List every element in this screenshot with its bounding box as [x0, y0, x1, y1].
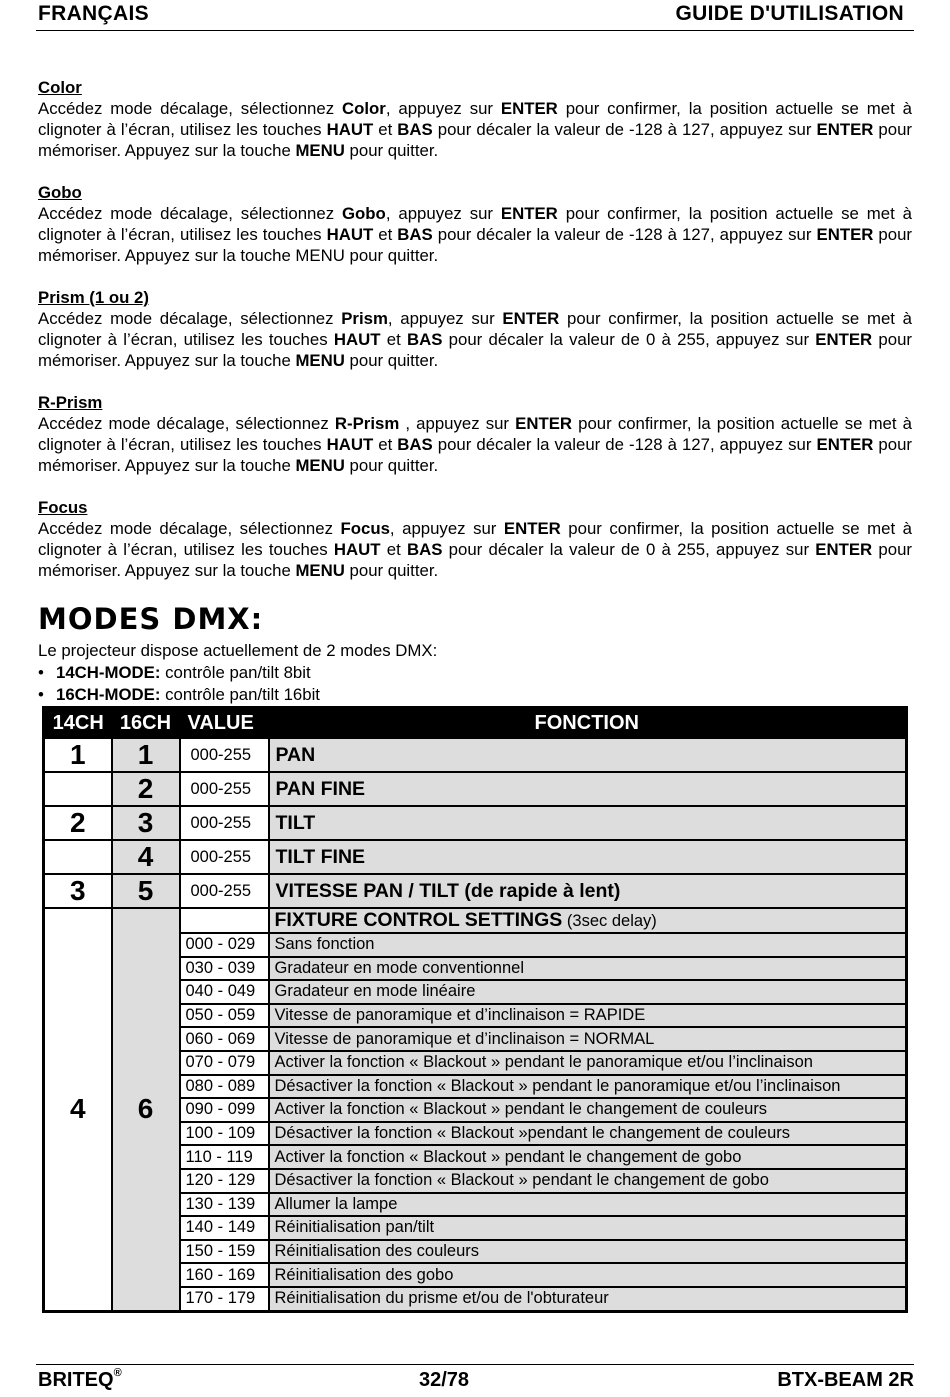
bold-term: HAUT	[326, 225, 374, 244]
text-run: pour quitter.	[344, 561, 439, 580]
bold-term: ENTER	[816, 120, 874, 139]
text-run: pour quitter.	[344, 141, 439, 160]
section-title: R-Prism	[38, 393, 103, 412]
cell-14ch	[44, 772, 112, 806]
text-run: , appuyez sur	[389, 519, 504, 538]
text-run: pour confirmer, la position actuelle se met à clignoter à l’écran, utilisez les touches	[38, 309, 912, 349]
cell-value	[180, 908, 269, 933]
offset-section	[38, 77, 912, 161]
bold-term: ENTER	[815, 330, 873, 349]
bold-term: ENTER	[816, 435, 874, 454]
text-run: pour mémoriser. Appuyez sur la touche MENU pour quitter.	[38, 225, 913, 265]
bold-term: Focus	[340, 519, 390, 538]
cell-value: 120 - 129	[180, 1169, 269, 1193]
page-header	[36, 0, 914, 31]
section-paragraph	[38, 308, 912, 371]
text-run: et	[373, 435, 398, 454]
mode-desc: contrôle pan/tilt 16bit	[160, 685, 320, 704]
offset-section	[38, 287, 912, 371]
bold-term: BAS	[397, 225, 433, 244]
text-run: pour quitter.	[344, 456, 439, 475]
text-run: pour quitter.	[344, 351, 439, 370]
cell-fonction: Réinitialisation des gobo	[269, 1263, 907, 1287]
text-run: pour décaler la valeur de -128 à 127, appuyez sur	[432, 120, 817, 139]
bold-term: Prism	[341, 309, 388, 328]
bold-term: BAS	[406, 330, 443, 349]
text-run: pour confirmer, la position actuelle se met à clignoter à l’écran, utilisez les touches	[38, 519, 912, 559]
cell-fonction	[269, 908, 907, 933]
modes-dmx-title: MODES DMX:	[38, 602, 264, 636]
table-row-settings-title	[44, 908, 907, 933]
offset-section	[38, 497, 912, 581]
cell-14ch: 2	[44, 806, 112, 840]
cell-value: 040 - 049	[180, 980, 269, 1004]
section-title: Color	[38, 78, 82, 97]
text-run: pour confirmer, la position actuelle se met à clignoter à l’écran, utilisez les touches	[38, 99, 912, 139]
table-header-row	[44, 708, 907, 739]
bold-term: Color	[341, 99, 386, 118]
cell-value: 150 - 159	[180, 1240, 269, 1264]
cell-value: 090 - 099	[180, 1098, 269, 1122]
settings-title: FIXTURE CONTROL SETTINGS	[274, 909, 563, 931]
bullet-icon: •	[38, 685, 44, 704]
bold-term: MENU	[295, 456, 345, 475]
mode-item-14ch	[38, 662, 912, 684]
cell-value: 000-255	[180, 874, 269, 908]
footer-page-number: 32/78	[419, 1369, 470, 1391]
footer-model: BTX-BEAM 2R	[777, 1369, 914, 1391]
bold-term: ENTER	[515, 414, 573, 433]
cell-value: 160 - 169	[180, 1263, 269, 1287]
bold-term: MENU	[295, 141, 345, 160]
text-run: et	[373, 120, 398, 139]
mode-desc: contrôle pan/tilt 8bit	[160, 663, 311, 682]
mode-label: 16CH-MODE:	[56, 685, 161, 704]
cell-value: 140 - 149	[180, 1216, 269, 1240]
cell-fonction: Gradateur en mode linéaire	[269, 980, 907, 1004]
cell-fonction: Réinitialisation des couleurs	[269, 1240, 907, 1264]
registered-mark: ®	[113, 1367, 122, 1379]
modes-intro: Le projecteur dispose actuellement de 2 modes DMX:	[38, 641, 438, 660]
cell-value: 030 - 039	[180, 957, 269, 981]
cell-value: 130 - 139	[180, 1193, 269, 1217]
settings-subtitle: (3sec delay)	[562, 912, 657, 930]
section-title: Gobo	[38, 183, 82, 202]
cell-fonction: Activer la fonction « Blackout » pendant le changement de gobo	[269, 1145, 907, 1169]
bold-term: ENTER	[503, 519, 561, 538]
modes-list	[38, 662, 912, 706]
text-run: Accédez mode décalage, sélectionnez	[38, 204, 342, 223]
cell-value: 060 - 069	[180, 1027, 269, 1051]
cell-fonction: Désactiver la fonction « Blackout » pendant le panoramique et/ou l’inclinaison	[269, 1075, 907, 1099]
cell-fonction: Activer la fonction « Blackout » pendant le panoramique et/ou l’inclinaison	[269, 1051, 907, 1075]
cell-value: 080 - 089	[180, 1075, 269, 1099]
page-footer	[36, 1364, 914, 1395]
section-paragraph	[38, 413, 912, 476]
mode-item-16ch	[38, 684, 912, 706]
mode-label: 14CH-MODE:	[56, 663, 161, 682]
section-paragraph	[38, 203, 912, 266]
cell-fonction: Vitesse de panoramique et d’inclinaison = RAPIDE	[269, 1004, 907, 1028]
cell-fonction: Réinitialisation pan/tilt	[269, 1216, 907, 1240]
bold-term: ENTER	[500, 99, 558, 118]
header-guide-title: GUIDE D'UTILISATION	[675, 2, 904, 25]
cell-fonction: Gradateur en mode conventionnel	[269, 957, 907, 981]
text-run: Accédez mode décalage, sélectionnez	[38, 519, 341, 538]
brand-name: BRITEQ	[38, 1369, 114, 1391]
cell-fonction: Désactiver la fonction « Blackout »pendant le changement de couleurs	[269, 1122, 907, 1146]
cell-value: 000-255	[180, 738, 269, 772]
cell-value: 000-255	[180, 840, 269, 874]
bold-term: Gobo	[342, 204, 386, 223]
bold-term: HAUT	[326, 435, 374, 454]
text-run: , appuyez sur	[385, 204, 501, 223]
page-content	[38, 77, 912, 706]
cell-value: 000-255	[180, 806, 269, 840]
cell-16ch: 6	[112, 908, 180, 1311]
bold-term: MENU	[295, 351, 345, 370]
cell-fonction: Activer la fonction « Blackout » pendant le changement de couleurs	[269, 1098, 907, 1122]
cell-16ch: 3	[112, 806, 180, 840]
bold-term: HAUT	[333, 540, 381, 559]
cell-16ch: 2	[112, 772, 180, 806]
text-run: et	[373, 225, 398, 244]
text-run: pour mémoriser. Appuyez sur la touche	[38, 120, 913, 160]
header-fonction: FONCTION	[269, 708, 907, 739]
bold-term: BAS	[406, 540, 443, 559]
bold-term: ENTER	[502, 309, 560, 328]
cell-fonction: VITESSE PAN / TILT (de rapide à lent)	[269, 874, 907, 908]
text-run: pour mémoriser. Appuyez sur la touche	[38, 435, 913, 475]
header-value: VALUE	[180, 708, 269, 739]
cell-value: 100 - 109	[180, 1122, 269, 1146]
bold-term: BAS	[397, 120, 433, 139]
text-run: , appuyez sur	[387, 309, 503, 328]
cell-value: 070 - 079	[180, 1051, 269, 1075]
text-run: pour décaler la valeur de -128 à 127, appuyez sur	[432, 225, 817, 244]
cell-value: 050 - 059	[180, 1004, 269, 1028]
header-14ch: 14CH	[44, 708, 112, 739]
section-title: Prism (1 ou 2)	[38, 288, 149, 307]
cell-fonction: Réinitialisation du prisme et/ou de l'obturateur	[269, 1287, 907, 1311]
table-row	[44, 738, 907, 772]
offset-section	[38, 182, 912, 266]
cell-fonction: PAN	[269, 738, 907, 772]
text-run: pour confirmer, la position actuelle se met à clignoter à l’écran, utilisez les touches	[38, 414, 912, 454]
bold-term: R-Prism	[334, 414, 400, 433]
cell-fonction: Allumer la lampe	[269, 1193, 907, 1217]
offset-sections	[38, 77, 912, 581]
cell-14ch: 1	[44, 738, 112, 772]
section-paragraph	[38, 518, 912, 581]
text-run: , appuyez sur	[399, 414, 516, 433]
section-paragraph	[38, 98, 912, 161]
text-run: pour confirmer, la position actuelle se met à clignoter à l’écran, utilisez les touches	[38, 204, 912, 244]
bold-term: HAUT	[333, 330, 381, 349]
section-title: Focus	[38, 498, 88, 517]
cell-value: 000 - 029	[180, 933, 269, 957]
table-row	[44, 874, 907, 908]
cell-14ch	[44, 840, 112, 874]
cell-fonction: Désactiver la fonction « Blackout » pendant le changement de gobo	[269, 1169, 907, 1193]
cell-value: 170 - 179	[180, 1287, 269, 1311]
bold-term: ENTER	[500, 204, 558, 223]
cell-fonction: TILT	[269, 806, 907, 840]
bold-term: BAS	[397, 435, 433, 454]
dmx-channel-table	[42, 706, 908, 1313]
bullet-icon: •	[38, 663, 44, 682]
bold-term: MENU	[295, 561, 345, 580]
text-run: et	[380, 540, 407, 559]
cell-fonction: Sans fonction	[269, 933, 907, 957]
table-row	[44, 772, 907, 806]
text-run: , appuyez sur	[385, 99, 501, 118]
text-run: Accédez mode décalage, sélectionnez	[38, 414, 335, 433]
table-row	[44, 840, 907, 874]
text-run: pour décaler la valeur de -128 à 127, appuyez sur	[432, 435, 817, 454]
footer-brand	[38, 1369, 122, 1392]
text-run: et	[380, 330, 407, 349]
text-run: pour mémoriser. Appuyez sur la touche	[38, 540, 913, 580]
cell-16ch: 1	[112, 738, 180, 772]
cell-value: 000-255	[180, 772, 269, 806]
bold-term: ENTER	[816, 225, 874, 244]
cell-fonction: PAN FINE	[269, 772, 907, 806]
bold-term: HAUT	[326, 120, 374, 139]
cell-value: 110 - 119	[180, 1145, 269, 1169]
text-run: pour décaler la valeur de 0 à 255, appuyez sur	[442, 540, 816, 559]
cell-fonction: TILT FINE	[269, 840, 907, 874]
cell-fonction: Vitesse de panoramique et d’inclinaison = NORMAL	[269, 1027, 907, 1051]
text-run: pour mémoriser. Appuyez sur la touche	[38, 330, 913, 370]
offset-section	[38, 392, 912, 476]
text-run: pour décaler la valeur de 0 à 255, appuyez sur	[442, 330, 816, 349]
cell-14ch: 3	[44, 874, 112, 908]
header-language: FRANÇAIS	[38, 2, 149, 25]
table-row	[44, 806, 907, 840]
cell-14ch: 4	[44, 908, 112, 1311]
bold-term: ENTER	[815, 540, 873, 559]
cell-16ch: 4	[112, 840, 180, 874]
table-body	[44, 738, 907, 1311]
cell-16ch: 5	[112, 874, 180, 908]
header-16ch: 16CH	[112, 708, 180, 739]
text-run: Accédez mode décalage, sélectionnez	[38, 309, 342, 328]
text-run: Accédez mode décalage, sélectionnez	[38, 99, 342, 118]
